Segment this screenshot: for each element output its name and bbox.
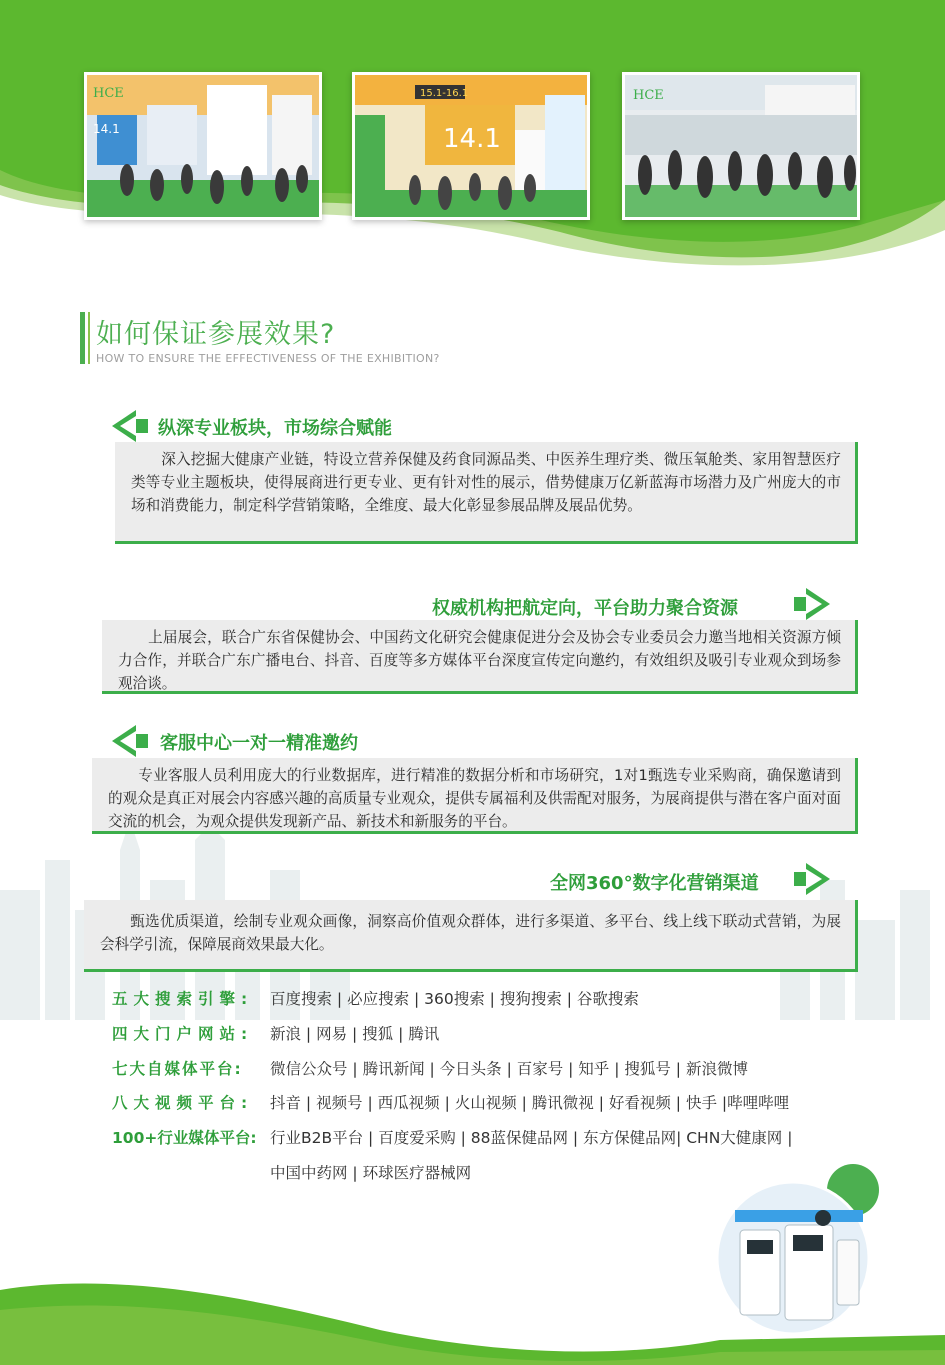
channel-label: 四大门户网站: — [112, 1025, 254, 1043]
arrow-right-icon — [792, 863, 830, 895]
channel-row-search-engines — [112, 987, 639, 1009]
heading-accent-bar — [80, 312, 85, 364]
heading-accent-bar-thin — [88, 312, 90, 364]
page-subtitle: HOW TO ENSURE THE EFFECTIVENESS OF THE EXHIBITION? — [96, 352, 440, 365]
svg-text:14.1: 14.1 — [443, 124, 501, 154]
channel-label: 八大视频平台: — [112, 1094, 254, 1112]
channel-value: 抖音 | 视频号 | 西瓜视频 | 火山视频 | 腾讯微视 | 好看视频 | 快手 |哔哩哔哩 — [270, 1094, 790, 1112]
channel-value: 百度搜索 | 必应搜索 | 360搜索 | 搜狗搜索 | 谷歌搜索 — [270, 990, 639, 1008]
channel-row-industry-media — [112, 1126, 792, 1148]
arrow-left-icon — [112, 725, 150, 757]
svg-text:14.1: 14.1 — [93, 122, 120, 136]
section-body-4: 甄选优质渠道，绘制专业观众画像，洞察高价值观众群体，进行多渠道、多平台、线上线下联动式营销，为展会科学引流，保障展商效果最大化。 — [84, 900, 858, 972]
channel-value: 新浪 | 网易 | 搜狐 | 腾讯 — [270, 1025, 440, 1043]
svg-text:15.1-16.1: 15.1-16.1 — [420, 88, 469, 99]
exhibition-photo-2 — [352, 72, 590, 220]
channel-value: 微信公众号 | 腾讯新闻 | 今日头条 | 百家号 | 知乎 | 搜狐号 | 新浪微博 — [270, 1060, 748, 1078]
channel-row-self-media — [112, 1057, 748, 1079]
section-title-1: 纵深专业板块，市场综合赋能 — [158, 418, 392, 439]
exhibition-photo-1 — [84, 72, 322, 220]
arrow-left-icon — [112, 410, 150, 442]
page-title: 如何保证参展效果? — [96, 319, 336, 350]
section-title-4: 全网360°数字化营销渠道 — [550, 873, 759, 894]
channel-label: 五大搜索引擎: — [112, 990, 254, 1008]
hce-logo-1: HCE — [93, 86, 124, 101]
hce-logo-3: HCE — [633, 88, 664, 103]
section-body-1: 深入挖掘大健康产业链，特设立营养保健及药食同源品类、中医养生理疗类、微压氧舱类、家用智慧医疗类等专业主题板块，使得展商进行更专业、更有针对性的展示，借势健康万亿新蓝海市场潜力及广州庞大的市场和消费能力，制定科学营销策略，全维度、最大化彰显参展品牌及展品优势。 — [115, 442, 858, 544]
channel-value: 行业B2B平台 | 百度爱采购 | 88蓝保健品网 | 东方保健品网| CHN大健康网 | — [270, 1129, 793, 1147]
channel-row-industry-media-cont — [270, 1161, 471, 1183]
section-body-2: 上届展会，联合广东省保健协会、中国药文化研究会健康促进分会及协会专业委员会力邀当地相关资源方倾力合作，并联合广东广播电台、抖音、百度等多方媒体平台深度宣传定向邀约，有效组织及吸引专业观众到场参观洽谈。 — [102, 620, 858, 694]
section-body-3: 专业客服人员利用庞大的行业数据库，进行精准的数据分析和市场研究，1对1甄选专业采购商，确保邀请到的观众是真正对展会内容感兴趣的高质量专业观众，提供专属福利及供需配对服务，为展商提供与潜在客户面对面交流的机会，为观众提供发现新产品、新技术和新服务的平台。 — [92, 758, 858, 834]
channel-value: 中国中药网 | 环球医疗器械网 — [270, 1164, 472, 1182]
arrow-right-icon — [792, 588, 830, 620]
channel-label: 七大自媒体平台: — [112, 1060, 243, 1078]
channel-row-portals — [112, 1022, 439, 1044]
channel-label: 100+行业媒体平台: — [112, 1129, 257, 1147]
exhibition-photo-3 — [622, 72, 860, 220]
section-title-3: 客服中心一对一精准邀约 — [160, 733, 358, 754]
channel-row-video — [112, 1091, 789, 1113]
product-image-oxygen-device — [705, 1160, 880, 1335]
section-title-2: 权威机构把航定向，平台助力聚合资源 — [432, 598, 738, 619]
